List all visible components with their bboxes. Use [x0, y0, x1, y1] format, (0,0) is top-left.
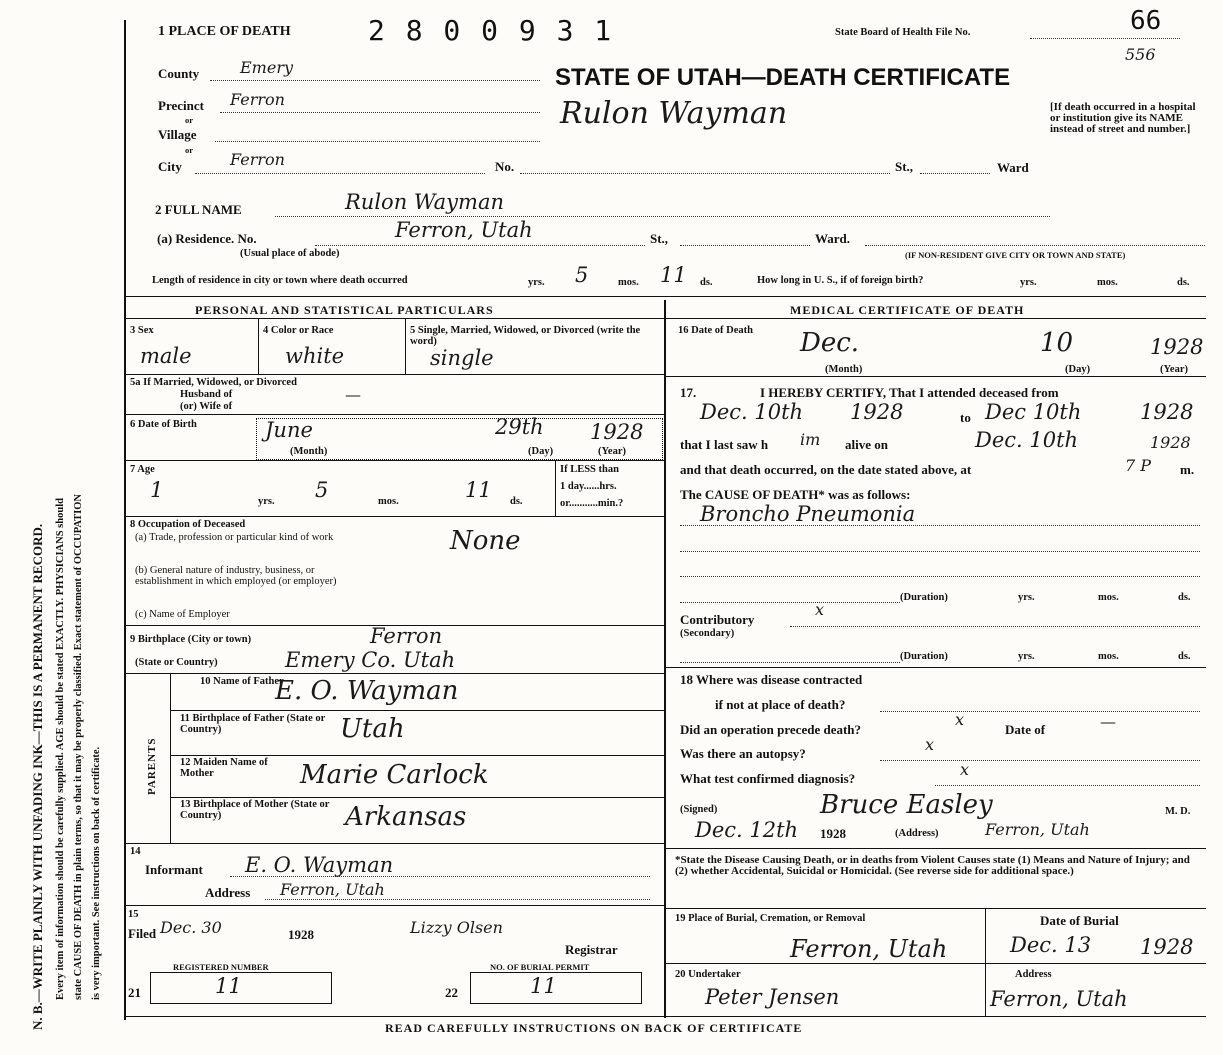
precinct-label: Precinct [158, 98, 204, 113]
full-name-label: 2 FULL NAME [155, 202, 242, 217]
occupation-a-label: (a) Trade, profession or particular kind of work [135, 532, 334, 543]
side-note-2: Every item of information should be carefully supplied. AGE should be stated EXACTLY. PHYSICIANS should [55, 498, 66, 1000]
precinct-value: Ferron [230, 90, 285, 109]
burial-place: Ferron, Utah [790, 935, 948, 963]
spouse-label-husband: Husband of [180, 389, 233, 400]
death-occurred-label: and that death occurred, on the date stated above, at [680, 462, 972, 477]
dob-month: June [265, 418, 313, 442]
last-saw-label: that I last saw h [680, 437, 769, 452]
or-label: or [185, 115, 194, 125]
operation-value: x [955, 710, 965, 729]
alive-year: 1928 [1150, 433, 1191, 452]
age-label: 7 Age [130, 464, 155, 475]
occupation-value: None [450, 526, 521, 556]
spouse-label-wife: (or) Wife of [180, 401, 233, 412]
less-than-hrs: 1 day......hrs. [560, 481, 617, 492]
county-value: Emery [240, 58, 294, 77]
undertaker-address-label: Address [1015, 969, 1052, 980]
mos-label: mos. [378, 496, 399, 507]
street-label: St., [895, 159, 914, 174]
autopsy-label: Was there an autopsy? [680, 746, 806, 761]
death-year: 1928 [1150, 335, 1204, 359]
filed-label: Filed [128, 926, 157, 941]
city-label: City [158, 159, 182, 174]
alive-on-label: alive on [845, 437, 888, 452]
mother-value: Marie Carlock [300, 760, 489, 790]
physician-address-label: (Address) [895, 828, 939, 839]
mother-birthplace-label: 13 Birthplace of Mother (State or Country) [180, 799, 330, 821]
autopsy-value: x [925, 735, 935, 754]
center-divider [664, 300, 666, 1018]
md-label: M. D. [1165, 806, 1191, 817]
ds-label: ds. [510, 496, 523, 507]
cause-footnote: *State the Disease Causing Death, or in deaths from Violent Causes state (1) Means and Nature of Injury; and (2) whether Accidental, Suicidal or Homicidal. (See reverse side for additional space.) [675, 854, 1190, 877]
duration-label: (Duration) [900, 651, 948, 662]
last-saw-pronoun: im [800, 430, 821, 449]
undertaker-value: Peter Jensen [705, 985, 840, 1009]
ds-label: ds. [1177, 277, 1190, 288]
burial-year: 1928 [1140, 935, 1194, 959]
informant-number: 14 [130, 846, 141, 857]
residence-ward-label: Ward. [815, 231, 851, 246]
footer-instructions: READ CAREFULLY INSTRUCTIONS ON BACK OF CERTIFICATE [385, 1021, 803, 1035]
full-name-value: Rulon Wayman [345, 190, 504, 214]
operation-label: Did an operation precede death? [680, 722, 862, 737]
side-note-1: N. B.—WRITE PLAINLY WITH UNFADING INK—THIS IS A PERMANENT RECORD. [30, 523, 45, 1030]
occupation-label: 8 Occupation of Deceased [130, 519, 246, 530]
file-no-label: State Board of Health File No. [835, 27, 971, 38]
yrs-label: yrs. [258, 496, 275, 507]
alive-date: Dec. 10th [975, 428, 1079, 452]
attended-from-year: 1928 [850, 400, 904, 424]
undertaker-address: Ferron, Utah [990, 987, 1128, 1011]
year-note: (Year) [1160, 364, 1188, 375]
sex-label: 3 Sex [130, 325, 154, 336]
file-number: 66 [1130, 6, 1162, 36]
residence-st-label: St., [650, 231, 669, 246]
birthplace-label: 9 Birthplace (City or town) [130, 634, 252, 645]
to-label: to [960, 410, 971, 425]
death-date-label: 16 Date of Death [678, 325, 753, 336]
contributory-label: Contributory [680, 612, 755, 627]
burial-permit: 11 [530, 974, 557, 998]
contributory-value: x [815, 600, 825, 619]
filed-date: Dec. 30 [160, 918, 222, 937]
length-days: 11 [660, 263, 687, 287]
attended-to-date: Dec 10th [985, 400, 1082, 424]
stamp-number: 2 8 0 0 9 3 1 [368, 14, 614, 47]
mother-birthplace: Arkansas [345, 802, 467, 832]
street-no-label: No. [495, 159, 515, 174]
marital-label: 5 Single, Married, Widowed, or Divorced (write the word) [410, 325, 641, 347]
nonresident-note: (IF NON-RESIDENT GIVE CITY OR TOWN AND STATE) [905, 250, 1126, 260]
dob-day: 29th [495, 415, 544, 439]
test-value: x [960, 760, 970, 779]
mos-label: mos. [1098, 651, 1119, 662]
village-label: Village [158, 127, 197, 142]
spouse-label: 5a If Married, Widowed, or Divorced [130, 377, 297, 388]
ds-label: ds. [1178, 592, 1191, 603]
dob-year: 1928 [590, 420, 644, 444]
death-month: Dec. [800, 328, 860, 358]
mos-label: mos. [1098, 592, 1119, 603]
county-label: County [158, 66, 200, 81]
filed-number: 15 [128, 909, 139, 920]
registered-number-label: REGISTERED NUMBER [173, 962, 269, 972]
father-birthplace-label: 11 Birthplace of Father (State or Country) [180, 713, 326, 735]
m-label: m. [1180, 462, 1195, 477]
length-months: 5 [575, 263, 589, 287]
filed-year: 1928 [288, 927, 314, 942]
undertaker-label: 20 Undertaker [675, 969, 741, 980]
day-note: (Day) [1065, 364, 1091, 375]
age-days: 11 [465, 478, 492, 502]
attended-from-date: Dec. 10th [700, 400, 804, 424]
certificate-title: STATE OF UTAH—DEATH CERTIFICATE [555, 64, 1011, 91]
marital-value: single [430, 346, 494, 370]
hospital-note: [If death occurred in a hospital or institution give its NAME instead of street and number.] [1050, 101, 1196, 135]
yrs-label: yrs. [1018, 651, 1035, 662]
city-value: Ferron [230, 150, 285, 169]
age-months: 5 [315, 478, 329, 502]
less-than-label: If LESS than [560, 464, 619, 475]
sex-value: male [140, 344, 192, 368]
parents-label: PARENTS [146, 737, 158, 795]
burial-permit-prefix: 22 [445, 985, 458, 1000]
length-residence-label: Length of residence in city or town where death occurred [152, 275, 408, 286]
ds-label: ds. [700, 277, 713, 288]
informant-label: Informant [145, 862, 203, 877]
birthplace-state-label: (State or Country) [135, 657, 218, 668]
medical-header: MEDICAL CERTIFICATE OF DEATH [790, 303, 1025, 317]
test-label: What test confirmed diagnosis? [680, 771, 856, 786]
registrar-label: Registrar [565, 942, 618, 957]
father-birthplace: Utah [340, 714, 405, 744]
certify-number: 17. [680, 385, 697, 400]
physician-signature: Bruce Easley [820, 790, 993, 820]
side-note-3: state CAUSE OF DEATH in plain terms, so that it may be properly classified. Exact statement of OCCUPATION [73, 493, 84, 1000]
occupation-b-label: (b) General nature of industry, business, or establishment in which employed (or employer) [135, 565, 337, 587]
dob-label: 6 Date of Birth [130, 419, 197, 430]
informant-address-label: Address [205, 885, 251, 900]
side-note-4: is very important. See instructions on back of certificate. [91, 746, 102, 1000]
place-of-death-label: 1 PLACE OF DEATH [158, 24, 291, 39]
left-border [124, 20, 126, 1020]
registrar-signature: Lizzy Olsen [410, 918, 503, 937]
certify-text: I HEREBY CERTIFY, That I attended deceased from [760, 385, 1059, 400]
or-label: or [185, 145, 194, 155]
year-note: (Year) [598, 446, 626, 457]
burial-permit-label: NO. OF BURIAL PERMIT [490, 962, 590, 972]
birthplace-state: Emery Co. Utah [285, 648, 456, 672]
decedent-name-header: Rulon Wayman [560, 96, 788, 131]
burial-date-label: Date of Burial [1040, 913, 1119, 928]
death-time: 7 P [1125, 456, 1152, 475]
registered-number-prefix: 21 [128, 985, 141, 1000]
color-label: 4 Color or Race [263, 325, 334, 336]
bottom-border [124, 1016, 1206, 1017]
physician-address: Ferron, Utah [985, 820, 1090, 839]
mos-label: mos. [618, 277, 639, 288]
mos-label: mos. [1097, 277, 1118, 288]
month-note: (Month) [290, 446, 328, 457]
yrs-label: yrs. [528, 277, 545, 288]
father-value: E. O. Wayman [275, 676, 459, 706]
cause-label: The CAUSE OF DEATH* was as follows: [680, 487, 911, 502]
signed-date: Dec. 12th [695, 818, 799, 842]
ward-label: Ward [997, 160, 1029, 175]
color-value: white [285, 344, 345, 368]
burial-place-label: 19 Place of Burial, Cremation, or Removal [675, 913, 866, 924]
residence-label: (a) Residence. No. [157, 231, 257, 246]
burial-date: Dec. 13 [1010, 933, 1092, 957]
upper-divider [124, 296, 1206, 297]
mother-label: 12 Maiden Name of Mother [180, 757, 268, 779]
file-number-handwritten: 556 [1125, 45, 1156, 64]
signed-year: 1928 [820, 826, 846, 841]
yrs-label: yrs. [1018, 592, 1035, 603]
cause-value: Broncho Pneumonia [700, 502, 916, 526]
disease-contracted-label: 18 Where was disease contracted [680, 672, 863, 687]
signed-label: (Signed) [680, 804, 718, 815]
employer-label: (c) Name of Employer [135, 609, 230, 620]
day-note: (Day) [528, 446, 554, 457]
informant-value: E. O. Wayman [245, 853, 394, 877]
spouse-value: — [345, 385, 361, 404]
yrs-label: yrs. [1020, 277, 1037, 288]
father-label: 10 Name of Father [200, 676, 284, 687]
informant-address: Ferron, Utah [280, 880, 385, 899]
operation-date: — [1100, 712, 1116, 731]
ds-label: ds. [1178, 651, 1191, 662]
disease-contracted-label-2: if not at place of death? [715, 697, 846, 712]
residence-value: Ferron, Utah [395, 218, 533, 242]
abode-note: (Usual place of abode) [240, 248, 340, 259]
operation-date-label: Date of [1005, 722, 1046, 737]
less-than-min: or...........min.? [560, 498, 624, 509]
duration-label: (Duration) [900, 592, 948, 603]
attended-to-year: 1928 [1140, 400, 1194, 424]
secondary-label: (Secondary) [680, 628, 735, 639]
registered-number: 11 [215, 974, 242, 998]
age-years: 1 [150, 478, 164, 502]
birthplace-city: Ferron [370, 624, 443, 648]
us-residence-label: How long in U. S., if of foreign birth? [757, 275, 924, 286]
month-note: (Month) [825, 364, 863, 375]
death-day: 10 [1040, 328, 1074, 358]
personal-header: PERSONAL AND STATISTICAL PARTICULARS [195, 303, 494, 317]
